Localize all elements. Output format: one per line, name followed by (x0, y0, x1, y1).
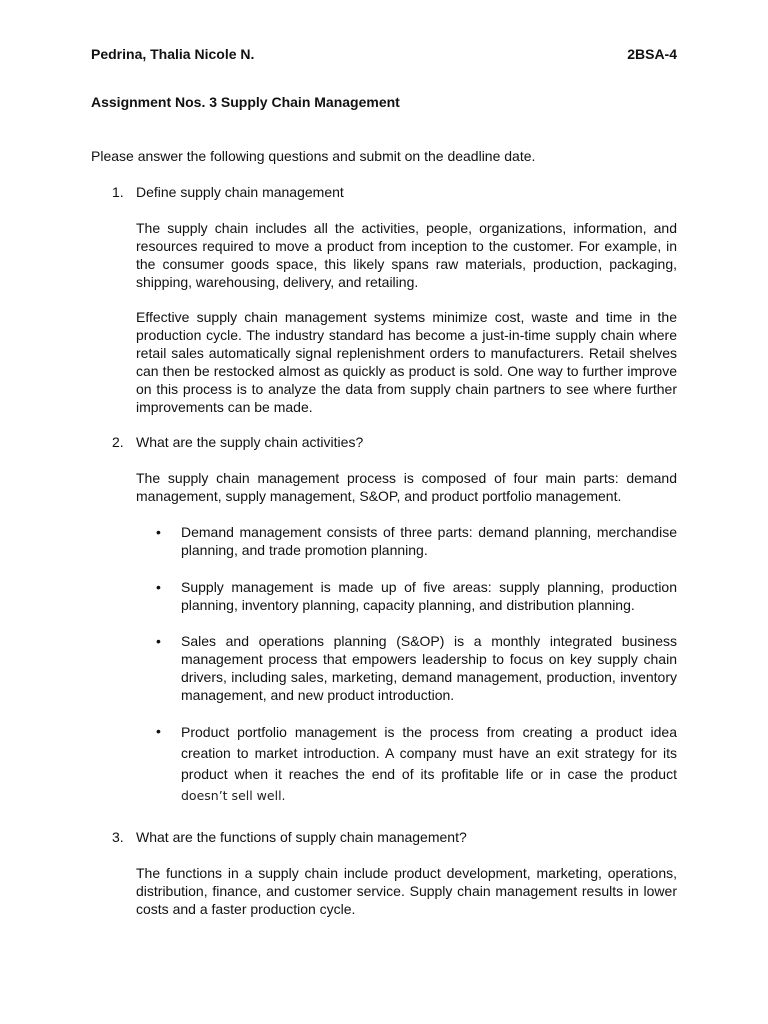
bullet-text: Sales and operations planning (S&OP) is a monthly integrated business management process that empowers leadership to focus on key supply chain drivers, including sales, marketing, demand management, production, inventory management, and new product introduction. (181, 633, 677, 703)
answer-2-paragraph-1: The supply chain management process is composed of four main parts: demand management, supply management, S&OP, and product portfolio management. (136, 470, 677, 504)
bullet-icon: • (156, 633, 161, 649)
list-item (136, 523, 677, 559)
list-item (136, 578, 677, 614)
assignment-title: Assignment Nos. 3 Supply Chain Management (91, 94, 400, 110)
bullet-text-block (181, 722, 677, 806)
bullet-icon: • (156, 524, 161, 540)
question-1 (112, 183, 677, 201)
bullet-text: Supply management is made up of five areas: supply planning, production planning, inventory planning, capacity planning, and distribution planning. (181, 579, 677, 613)
question-3 (112, 828, 677, 846)
answer-1-paragraph-1: The supply chain includes all the activities, people, organizations, information, and resources required to move a product from inception to the customer. For example, in the consumer goods space, this likely spans raw materials, production, packaging, shipping, warehousing, delivery, and retailing. (136, 220, 677, 290)
question-number: 1. (112, 184, 124, 200)
bullet-text: Demand management consists of three parts: demand planning, merchandise planning, and trade promotion planning. (181, 524, 677, 558)
list-item (136, 722, 677, 806)
question-2 (112, 433, 677, 451)
document-header (91, 45, 677, 63)
instruction-text: Please answer the following questions and submit on the deadline date. (91, 148, 536, 164)
question-number: 3. (112, 829, 124, 845)
student-section: 2BSA-4 (627, 46, 677, 62)
student-name: Pedrina, Thalia Nicole N. (91, 46, 255, 62)
question-number: 2. (112, 434, 124, 450)
bullet-text-tail: doesn’t sell well. (181, 788, 286, 803)
bullet-text: Product portfolio management is the process from creating a product idea creation to market introduction. A company must have an exit strategy for its product when it reaches the end of its profitable life or in case the product (181, 724, 677, 782)
bullet-icon: • (156, 723, 161, 739)
answer-3-paragraph-1: The functions in a supply chain include product development, marketing, operations, distribution, finance, and customer service. Supply chain management results in lower costs and a faster production cycle. (136, 865, 677, 917)
answer-1-paragraph-2: Effective supply chain management systems minimize cost, waste and time in the production cycle. The industry standard has become a just-in-time supply chain where retail sales automatically signal replenishment orders to manufacturers. Retail shelves can then be restocked almost as quickly as product is sold. One way to further improve on this process is to analyze the data from supply chain partners to see where further improvements can be made. (136, 309, 677, 415)
list-item (136, 632, 677, 704)
question-text: Define supply chain management (136, 184, 344, 200)
question-text: What are the supply chain activities? (136, 434, 364, 450)
bullet-icon: • (156, 579, 161, 595)
question-text: What are the functions of supply chain management? (136, 829, 467, 845)
